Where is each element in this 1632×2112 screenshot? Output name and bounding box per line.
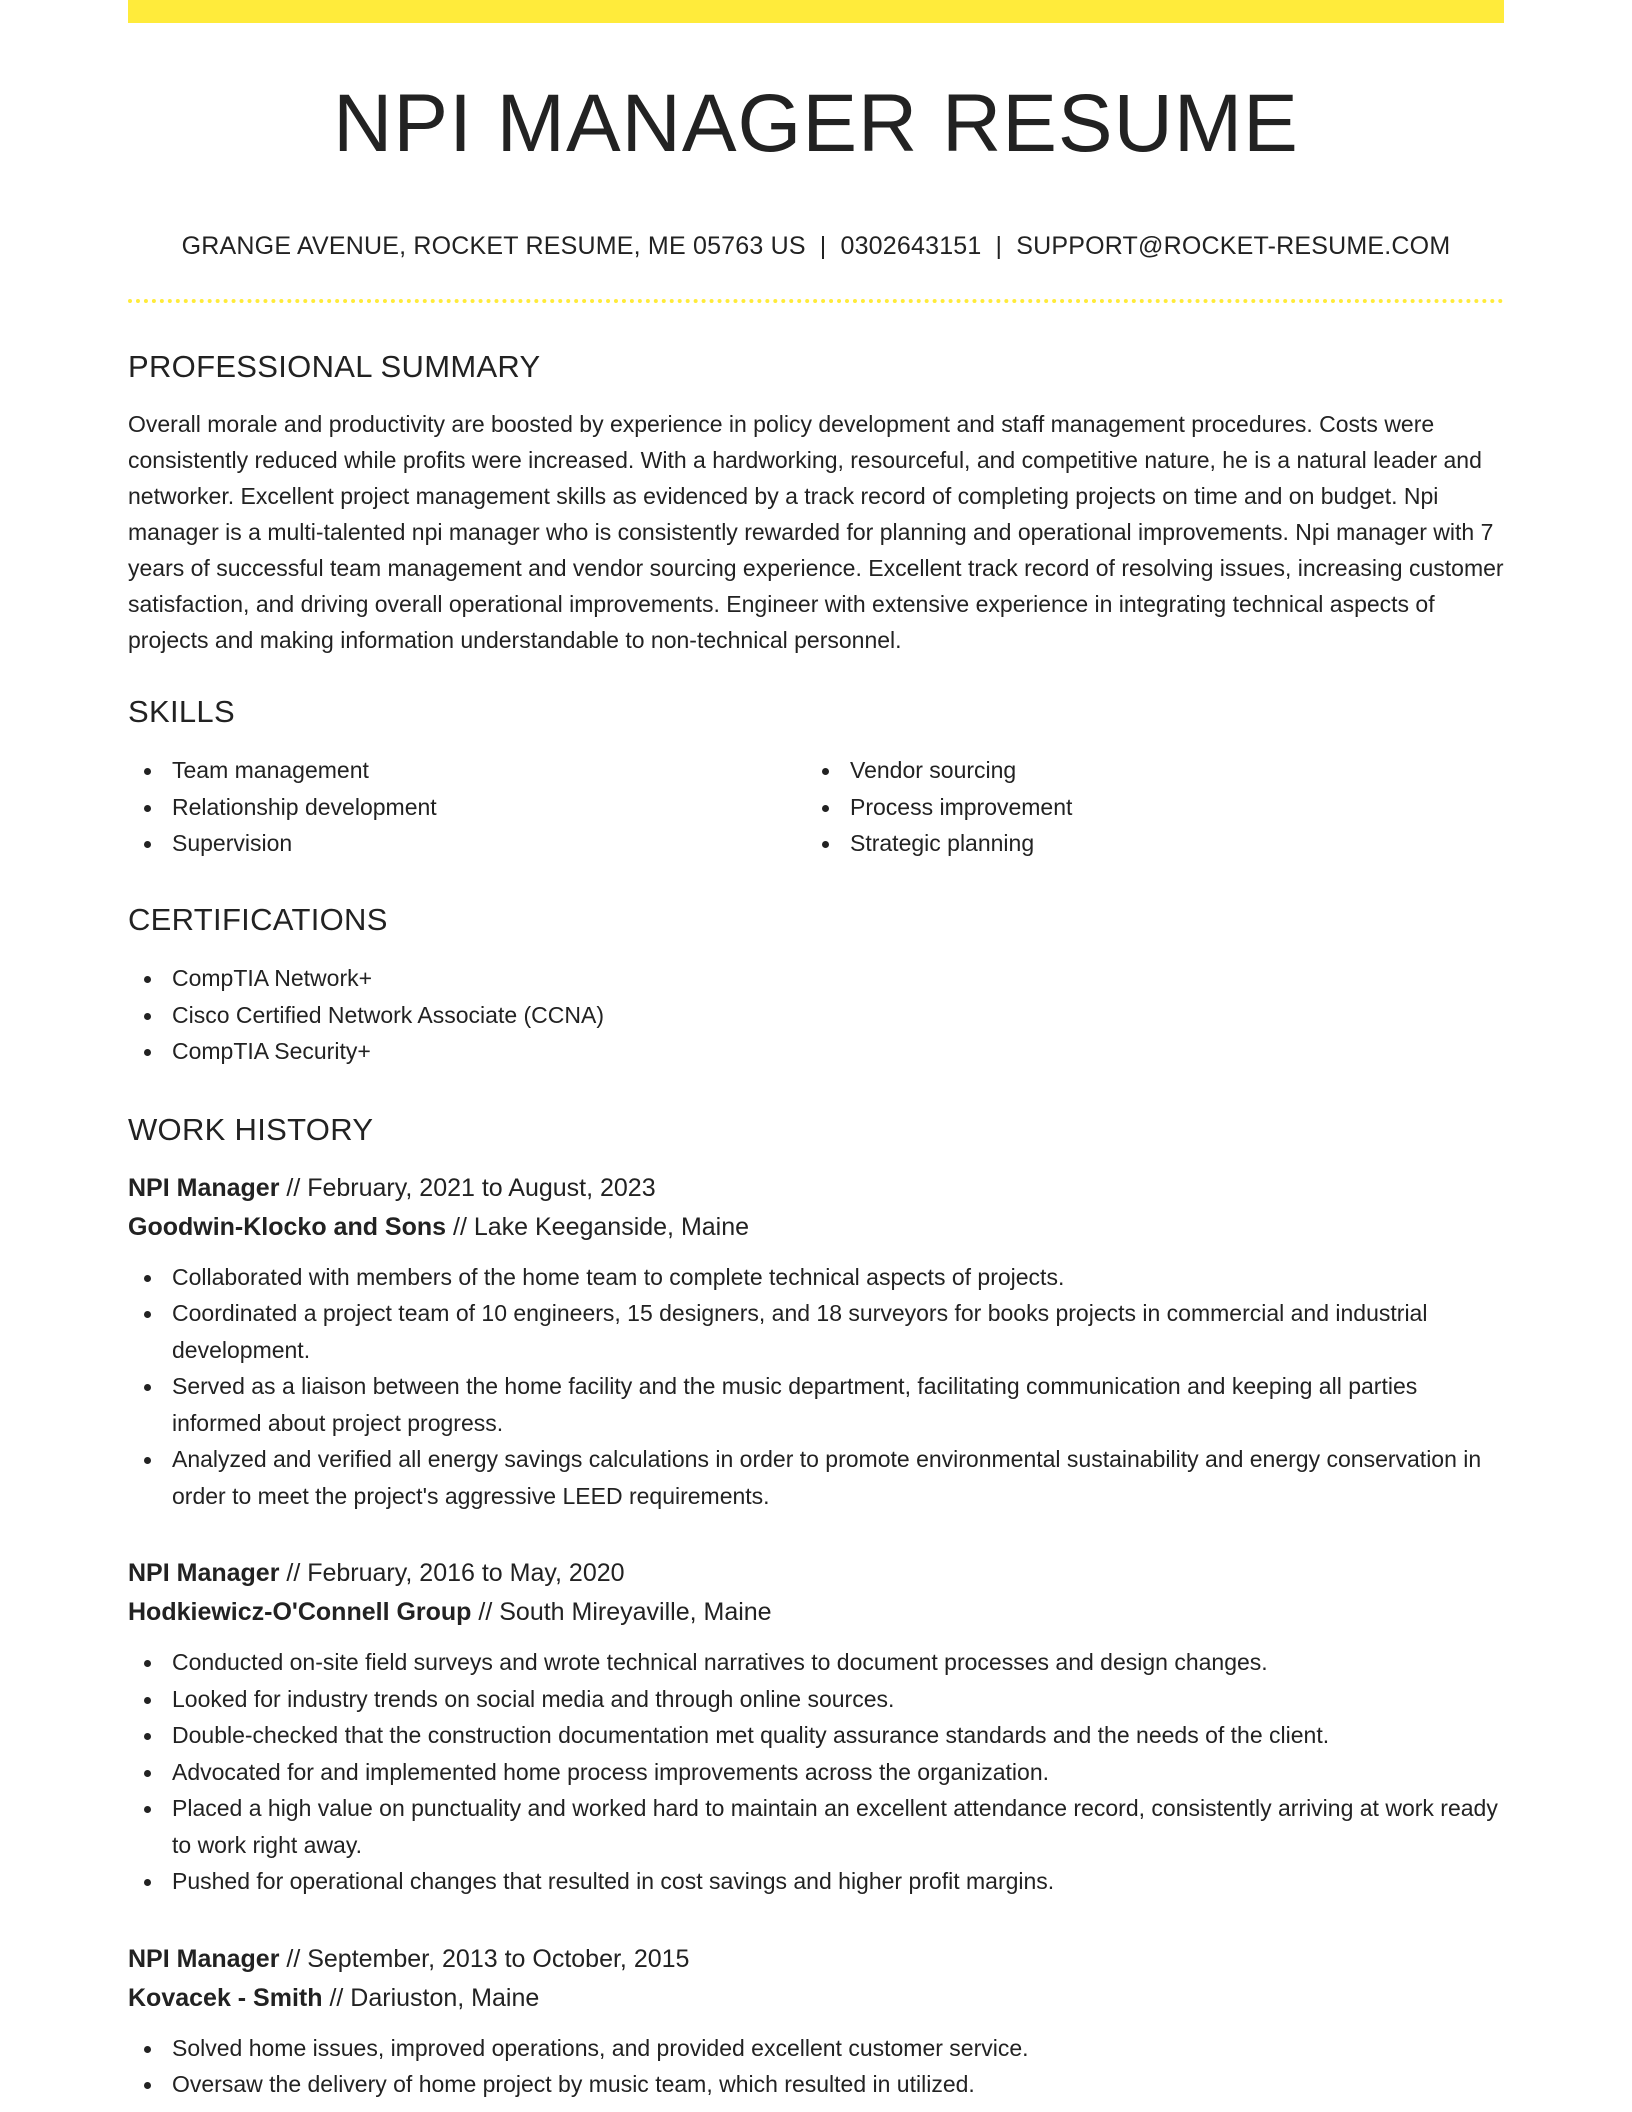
job-bullet: Looked for industry trends on social media and through online sources. xyxy=(128,1681,1504,1718)
resume-page xyxy=(128,0,1504,2103)
job-bullet: Solved home issues, improved operations, and provided excellent customer service. xyxy=(128,2030,1504,2067)
skill-item: Supervision xyxy=(128,825,806,862)
certification-item: CompTIA Network+ xyxy=(128,960,1504,997)
job-entry xyxy=(128,1554,1504,1900)
job-bullet: Pushed for operational changes that resulted in cost savings and higher profit margins. xyxy=(128,1863,1504,1900)
job-company-line xyxy=(128,1979,1504,2018)
job-title-line xyxy=(128,1554,1504,1593)
job-location: // Lake Keeganside, Maine xyxy=(446,1212,750,1241)
skill-item: Process improvement xyxy=(806,789,1484,826)
skill-item: Vendor sourcing xyxy=(806,752,1484,789)
skills-left-list xyxy=(128,752,806,862)
job-bullet-list xyxy=(128,1644,1504,1900)
job-entry xyxy=(128,1940,1504,2103)
job-company: Hodkiewicz-O'Connell Group xyxy=(128,1598,472,1627)
job-company-line xyxy=(128,1208,1504,1247)
skills-right-list xyxy=(806,752,1484,862)
skill-item: Strategic planning xyxy=(806,825,1484,862)
job-location: // Dariuston, Maine xyxy=(322,1983,540,2012)
certification-item: CompTIA Security+ xyxy=(128,1033,1504,1070)
dotted-divider xyxy=(128,299,1504,303)
job-bullet-list xyxy=(128,2030,1504,2103)
contact-separator: | xyxy=(819,232,827,260)
contact-line xyxy=(128,231,1504,261)
summary-text: Overall morale and productivity are boosted by experience in policy development and staff management procedures. Costs were consistently reduced while profits were increased. With a hardworking, resourceful, and competitive nature, he is a natural leader and networker. Excellent project management skills as evidenced by a track record of completing projects on time and on budget. Npi manager is a multi-talented npi manager who is consistently rewarded for planning and operational improvements. Npi manager with 7 years of successful team management and vendor sourcing experience. Excellent track record of resolving issues, increasing customer satisfaction, and driving overall operational improvements. Engineer with extensive experience in integrating technical aspects of projects and making information understandable to non-technical personnel. xyxy=(128,411,1504,654)
skill-item: Team management xyxy=(128,752,806,789)
job-bullet: Oversaw the delivery of home project by music team, which resulted in utilized. xyxy=(128,2066,1504,2103)
certification-item: Cisco Certified Network Associate (CCNA) xyxy=(128,997,1504,1034)
job-bullet: Advocated for and implemented home process improvements across the organization. xyxy=(128,1754,1504,1791)
job-company: Kovacek - Smith xyxy=(128,1983,323,2012)
top-accent-bar xyxy=(128,0,1504,23)
job-dates: // September, 2013 to October, 2015 xyxy=(279,1944,690,1973)
job-title-line xyxy=(128,1940,1504,1979)
contact-email[interactable]: SUPPORT@ROCKET-RESUME.COM xyxy=(1016,232,1451,260)
certifications-list xyxy=(128,960,1504,1070)
skill-item: Relationship development xyxy=(128,789,806,826)
job-dates: // February, 2016 to May, 2020 xyxy=(279,1559,625,1588)
job-bullet: Placed a high value on punctuality and worked hard to maintain an excellent attendance record, consistently arriving at work ready to work right away. xyxy=(128,1790,1504,1863)
job-bullet: Double-checked that the construction documentation met quality assurance standards and the needs of the client. xyxy=(128,1717,1504,1754)
job-entry xyxy=(128,1169,1504,1515)
resume-title: NPI MANAGER RESUME xyxy=(333,78,1299,169)
job-bullet: Collaborated with members of the home team to complete technical aspects of projects. xyxy=(128,1259,1504,1296)
work-history-heading: WORK HISTORY xyxy=(128,1111,374,1147)
contact-separator: | xyxy=(995,232,1003,260)
contact-address: GRANGE AVENUE, ROCKET RESUME, ME 05763 US xyxy=(181,232,806,260)
job-bullet: Served as a liaison between the home facility and the music department, facilitating communication and keeping all parties informed about project progress. xyxy=(128,1368,1504,1441)
job-bullet: Analyzed and verified all energy savings calculations in order to promote environmental sustainability and energy conservation in order to meet the project's aggressive LEED requirements. xyxy=(128,1441,1504,1514)
contact-phone: 0302643151 xyxy=(840,232,982,260)
job-company-line xyxy=(128,1593,1504,1632)
skills-heading: SKILLS xyxy=(128,694,235,730)
job-title: NPI Manager xyxy=(128,1559,280,1588)
job-location: // South Mireyaville, Maine xyxy=(471,1598,772,1627)
summary-heading: PROFESSIONAL SUMMARY xyxy=(128,349,541,384)
certifications-heading: CERTIFICATIONS xyxy=(128,901,388,937)
job-bullet: Conducted on-site field surveys and wrote technical narratives to document processes and design changes. xyxy=(128,1644,1504,1681)
job-title: NPI Manager xyxy=(128,1173,280,1202)
job-bullet-list xyxy=(128,1259,1504,1515)
job-company: Goodwin-Klocko and Sons xyxy=(128,1212,447,1241)
job-dates: // February, 2021 to August, 2023 xyxy=(279,1173,656,1202)
job-title: NPI Manager xyxy=(128,1944,280,1973)
job-title-line xyxy=(128,1169,1504,1208)
skills-grid xyxy=(128,752,1504,862)
summary-section xyxy=(128,348,1504,658)
skills-section xyxy=(128,693,1504,862)
certifications-section xyxy=(128,901,1504,1070)
work-history-section xyxy=(128,1111,1504,2103)
job-bullet: Coordinated a project team of 10 engineers, 15 designers, and 18 surveyors for books projects in commercial and industrial development. xyxy=(128,1295,1504,1368)
